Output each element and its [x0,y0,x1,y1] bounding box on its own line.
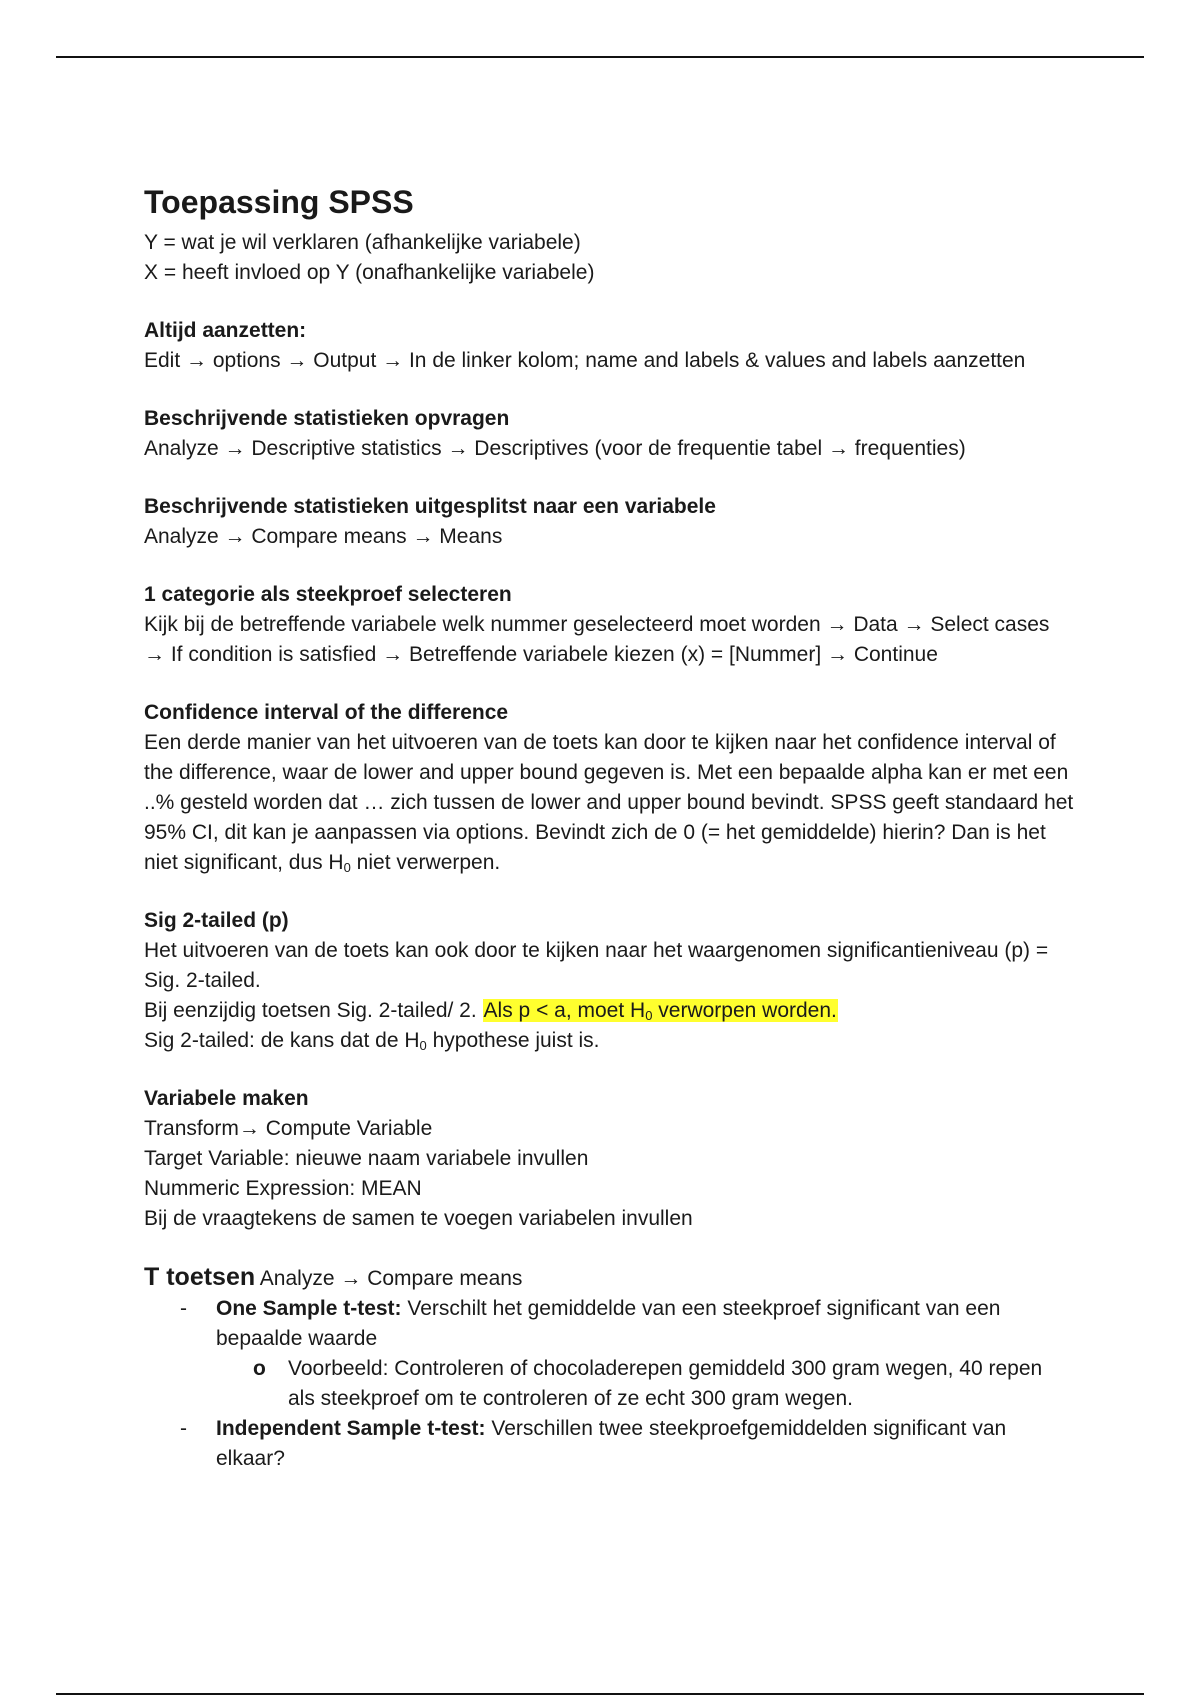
section-text: Sig 2-tailed: de kans dat de $H_0$ hypothese juist is. [144,1029,600,1053]
section-text: Het uitvoeren van de toets kan ook door te kijken naar het waargenomen significantieniveau (p) = Sig. 2-tailed. [144,939,1049,992]
dash-bullet-icon: - [180,1297,187,1320]
section-text: Analyze → Compare means → Means [144,525,503,548]
intro-block [144,228,1074,288]
section-text: Transform→ Compute Variable [144,1117,433,1140]
section-heading: Beschrijvende statistieken uitgesplitst naar een variabele [144,495,716,518]
section-text: Een derde manier van het uitvoeren van de toets kan door te kijken naar het confidence interval of the difference, waar de lower and upper bound gegeven is. Met een bepaalde alpha kan er met een ..% gesteld worden dat … zich tussen de lower and upper bound bevindt. SPSS geeft standaard het 95% CI, dit kan je aanpassen via options. Bevindt zich de 0 (= het gemiddelde) hierin? Dan is het niet significant, dus $H_0$ niet verwerpen. [144,731,1074,875]
arrow-icon: → [382,349,404,372]
arrow-icon: → [224,525,246,548]
page-title: Toepassing SPSS [144,184,414,220]
section-text: Nummeric Expression: MEAN [144,1177,422,1200]
circle-bullet-icon: o [253,1357,266,1380]
highlighted-text: Als p < a, moet $H_0$ verworpen worden. [483,999,837,1023]
section-text: Target Variable: nieuwe naam variabele invullen [144,1147,589,1170]
section-text: Bij eenzijdig toetsen Sig. 2-tailed/ 2. Als p < a, moet $H_0$ verworpen worden. [144,999,837,1023]
section-heading: Confidence interval of the difference [144,701,509,724]
section-heading: Beschrijvende statistieken opvragen [144,407,510,430]
arrow-icon: → [412,525,434,548]
section-variabele-maken [144,1084,1074,1234]
intro-line-y: Y = wat je wil verklaren (afhankelijke variabele) [144,231,581,254]
section-heading: Variabele maken [144,1087,309,1110]
arrow-icon: → [238,1117,260,1140]
list-item: o Voorbeeld: Controleren of chocoladerepen gemiddeld 300 gram wegen, 40 repen als steekproef om te controleren of ze echt 300 gram wegen. [288,1354,1074,1414]
section-sig-2-tailed [144,906,1074,1056]
list-item: - One Sample t-test: Verschilt het gemiddelde van een steekproef significant van een bepaalde waarde o Voorbeeld: Controleren of chocoladerepen gemiddeld 300 gram wegen, 40 repen als steekproef om te controleren of ze echt 300 gram wegen. [216,1294,1074,1414]
arrow-icon: → [827,437,849,460]
arrow-icon: → [382,643,404,666]
document-body [144,180,1074,1474]
section-heading: Sig 2-tailed (p) [144,909,289,932]
arrow-icon: → [826,613,848,636]
section-text: Bij de vraagtekens de samen te voegen variabelen invullen [144,1207,693,1230]
section-t-toetsen [144,1262,1074,1474]
t-toetsen-heading: T toetsen Analyze → Compare means [144,1263,523,1291]
footer-rule [56,1693,1144,1695]
arrow-icon: → [186,349,208,372]
list-item: - Independent Sample t-test: Verschillen twee steekproefgemiddelden significant van elkaar? [216,1414,1074,1474]
arrow-icon: → [827,643,848,666]
sub-list [216,1354,1074,1414]
arrow-icon: → [224,437,246,460]
t-toetsen-list [144,1294,1074,1474]
section-heading: Altijd aanzetten: [144,319,307,342]
arrow-icon: → [447,437,469,460]
intro-line-x: X = heeft invloed op Y (onafhankelijke variabele) [144,261,595,284]
header-rule [56,56,1144,58]
arrow-icon: → [144,643,165,666]
section-beschrijvende-statistieken [144,404,1074,464]
section-categorie-selecteren [144,580,1074,670]
section-text: Analyze → Descriptive statistics → Descriptives (voor de frequentie tabel → frequenties) [144,437,966,460]
section-text: Edit → options → Output → In de linker kolom; name and labels & values and labels aanzetten [144,349,1026,372]
arrow-icon: → [340,1267,362,1290]
section-uitgesplitst [144,492,1074,552]
arrow-icon: → [903,613,925,636]
section-heading: 1 categorie als steekproef selecteren [144,583,512,606]
dash-bullet-icon: - [180,1417,187,1440]
section-altijd-aanzetten [144,316,1074,376]
section-text: Kijk bij de betreffende variabele welk nummer geselecteerd moet worden → Data → Select cases → If condition is satisfied → Betreffende variabele kiezen (x) = [Nummer] → Continue [144,613,1050,666]
section-confidence-interval [144,698,1074,878]
arrow-icon: → [286,349,308,372]
